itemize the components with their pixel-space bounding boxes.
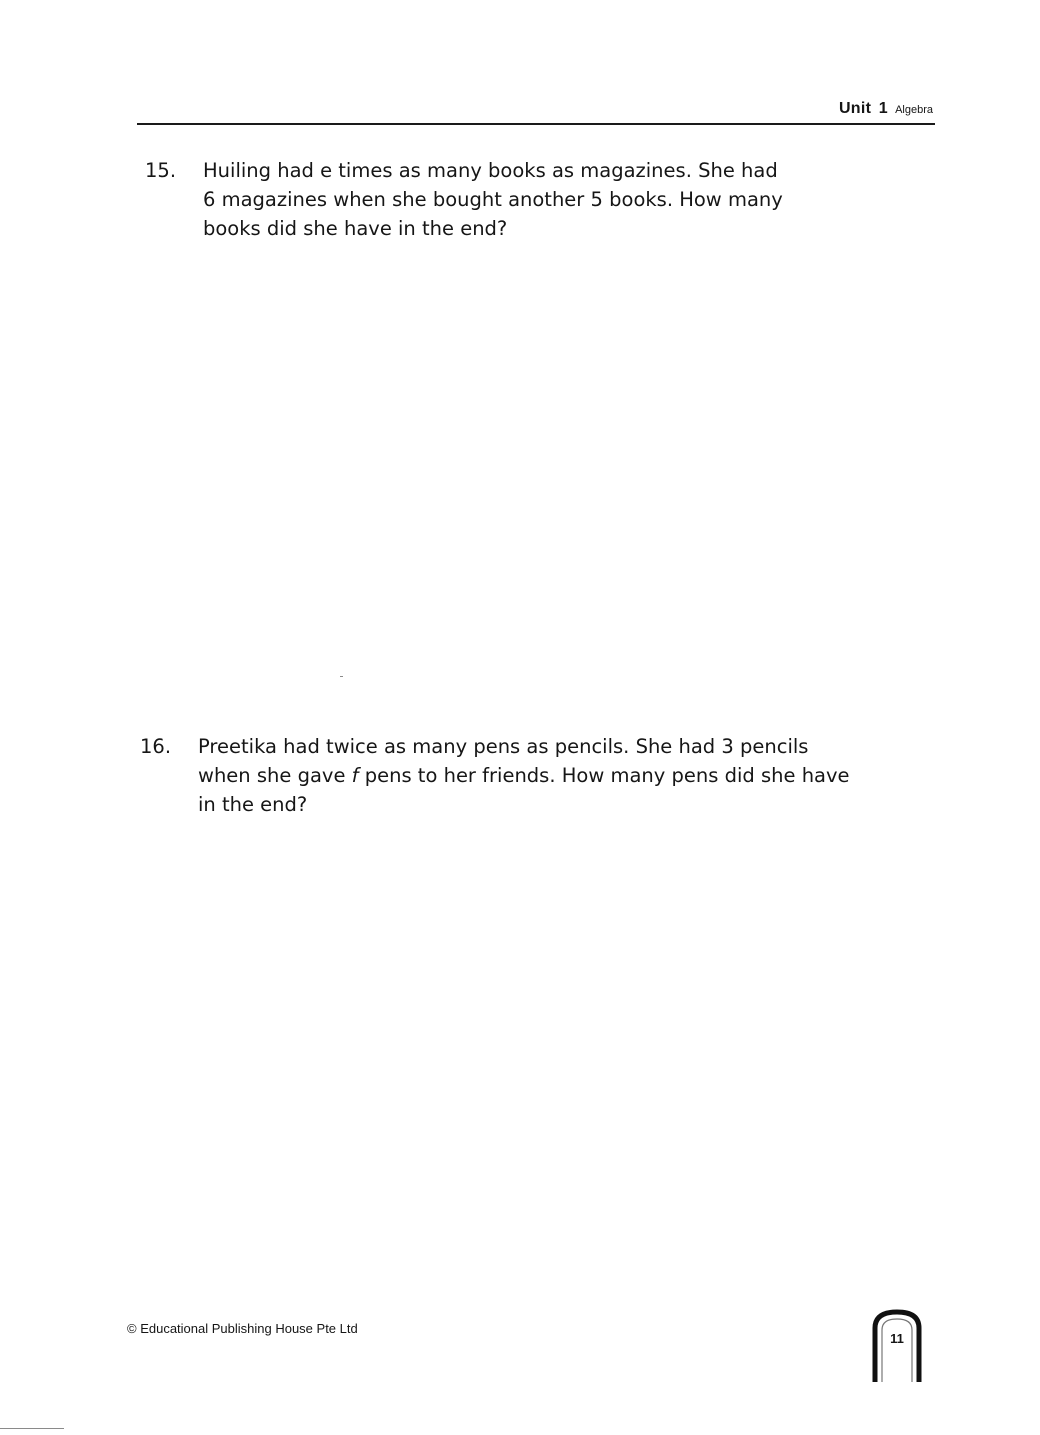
question-number: 15. xyxy=(145,159,177,182)
page-number: 11 xyxy=(890,1331,904,1346)
question-line-part: pens to her friends. How many pens did she have xyxy=(358,764,850,787)
header-divider xyxy=(137,123,935,125)
page-tab-icon xyxy=(869,1308,925,1384)
question-line: 6 magazines when she bought another 5 books. How many xyxy=(203,188,783,211)
scan-artifact xyxy=(0,1428,64,1429)
question-text xyxy=(203,156,783,243)
question-text xyxy=(198,732,850,819)
unit-header xyxy=(839,100,933,118)
question-line: in the end? xyxy=(198,793,308,816)
question-line-part: when she gave xyxy=(198,764,352,787)
question-line xyxy=(198,761,850,790)
unit-topic: Algebra xyxy=(895,104,933,116)
question-line: books did she have in the end? xyxy=(203,217,508,240)
question-number: 16. xyxy=(140,735,172,758)
question-line: Huiling had e times as many books as magazines. She had xyxy=(203,159,778,182)
copyright-notice: © Educational Publishing House Pte Ltd xyxy=(127,1321,358,1336)
unit-label: Unit xyxy=(838,100,872,117)
variable-f: f xyxy=(351,764,359,787)
scan-artifact xyxy=(340,676,343,677)
page-number-tab xyxy=(869,1308,925,1384)
question-line: Preetika had twice as many pens as pencils. She had 3 pencils xyxy=(198,735,809,758)
unit-number: 1 xyxy=(878,100,888,117)
